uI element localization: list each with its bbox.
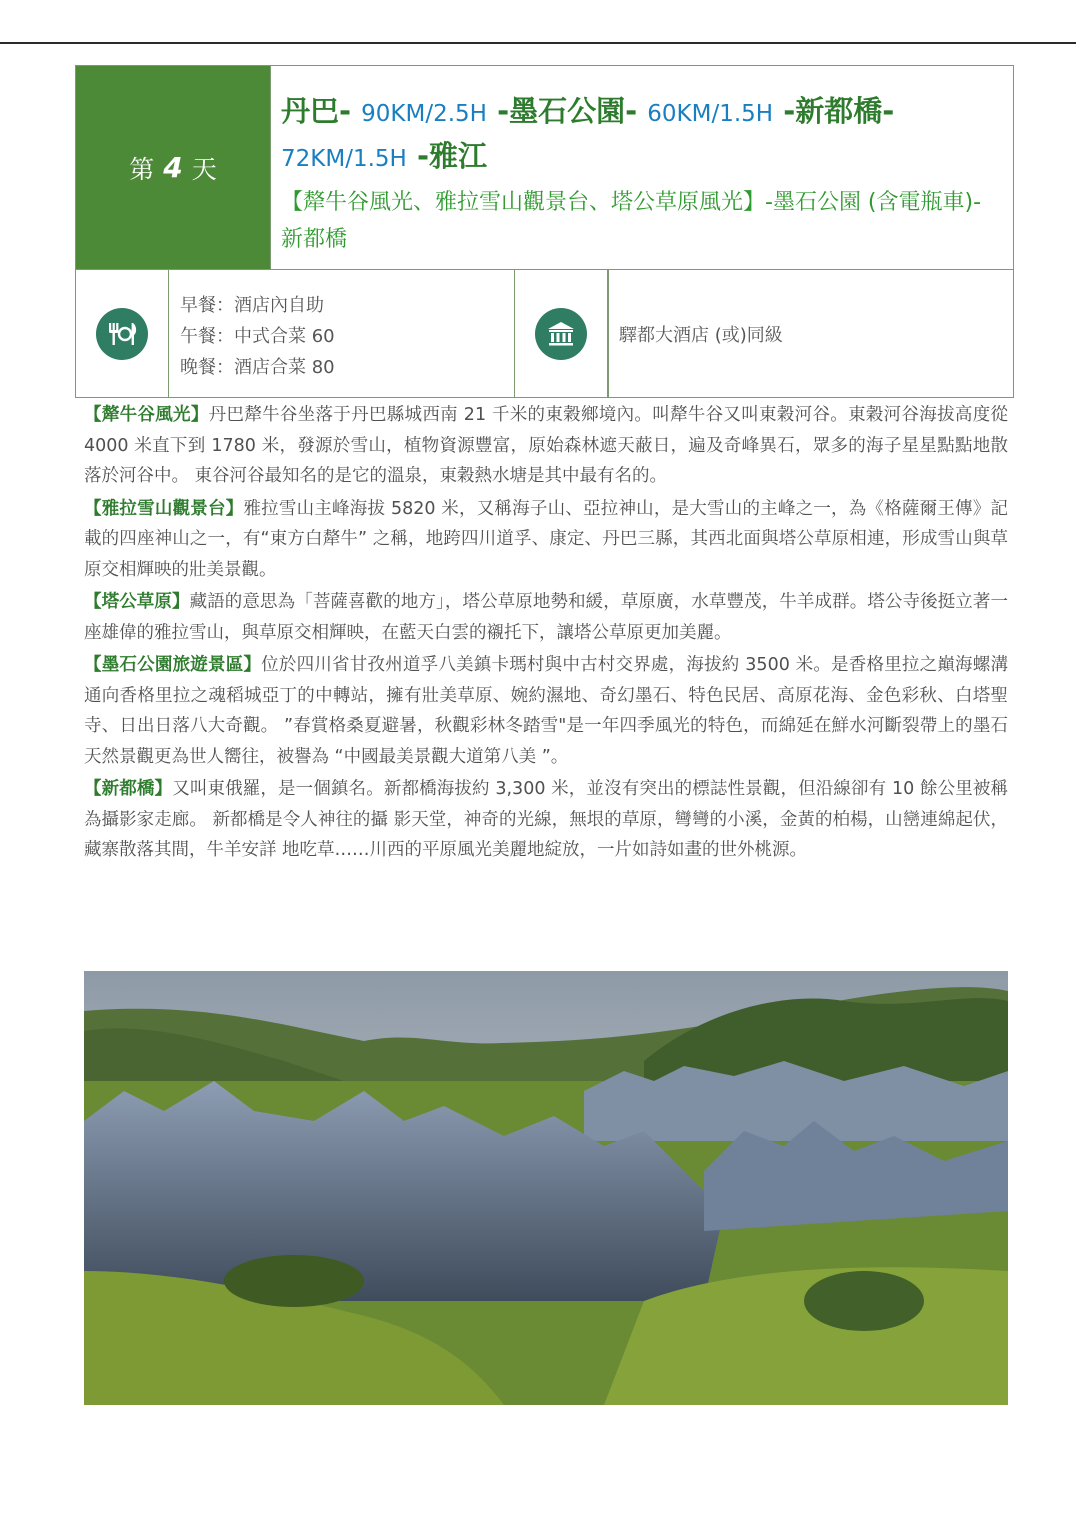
breakfast-text: 早餐：酒店內自助 [180,295,324,316]
route-title [281,90,999,180]
utensils-icon [96,308,148,360]
article-body [84,400,1008,868]
route-cell [270,66,1013,269]
section-title: 【塔公草原】 [84,592,190,612]
day-number: 4 [163,151,183,184]
hotel-text: 驛都大酒店 (或)同級 [608,270,1013,397]
section-title: 【犛牛谷風光】 [84,405,209,425]
meal-icon-cell [76,270,169,397]
section-title: 【墨石公園旅遊景區】 [84,655,262,675]
section-text: 位於四川省甘孜州道孚八美鎮卡瑪村與中古村交界處，海拔約 3500 米。是香格里拉之巔海螺溝通向香格里拉之魂稻城亞丁的中轉站，擁有壯美草原、婉約濕地、奇幻墨石、特色民居、高原花海、金色彩秋、白塔聖寺、日出日落八大奇觀。 ”春賞格桑夏避暑，秋觀彩林冬踏雪"是一年四季風光的特色，而綿延在鮮水河斷裂帶上的墨石天然景觀更為世人嚮往，被譽為 “中國最美景觀大道第八美 ”。 [84,655,1008,767]
landscape-photo [84,971,1008,1405]
meals-list [169,270,515,397]
section-paragraph [84,494,1008,586]
top-divider [0,42,1076,44]
section-title: 【新都橋】 [84,779,173,799]
info-row [75,269,1014,398]
route-place: -墨石公園- [497,94,638,128]
hotel-icon-cell [515,270,608,397]
building-icon [535,308,587,360]
section-text: 雅拉雪山主峰海拔 5820 米，又稱海子山、亞拉神山，是大雪山的主峰之一，為《格薩爾王傳》記載的四座神山之一，有“東方白犛牛” 之稱，地跨四川道孚、康定、丹巴三縣，其西北面與塔公草原相連，形成雪山與草原交相輝映的壯美景觀。 [84,498,1008,580]
route-highlights: 【犛牛谷風光、雅拉雪山觀景台、塔公草原風光】-墨石公園 (含電瓶車)- 新都橋 [281,190,982,252]
section-text: 藏語的意思為「菩薩喜歡的地方」，塔公草原地勢和緩，草原廣，水草豐茂，牛羊成群。塔公寺後挺立著一座雄偉的雅拉雪山，與草原交相輝映，在藍天白雲的襯托下，讓塔公草原更加美麗。 [84,592,1009,643]
route-distance: 72KM/1.5H [281,146,407,172]
section-paragraph [84,650,1008,772]
section-text: 又叫東俄羅，是一個鎮名。新都橋海拔約 3,300 米，並沒有突出的標誌性景觀，但沿線卻有 10 餘公里被稱為攝影家走廊。 新都橋是令人神往的攝 影天堂，神奇的光線，無垠的草原，彎彎的小溪，金黃的柏楊，山巒連綿起伏，藏寨散落其間，牛羊安詳 地吃草……川西的平原風光美麗地綻放，一片如詩如畫的世外桃源。 [84,779,1008,860]
section-paragraph [84,587,1008,648]
dinner-text: 晚餐：酒店合菜 80 [180,357,335,378]
section-paragraph [84,400,1008,492]
route-place: -雅江 [416,139,487,173]
route-place: -新都橋- [783,94,895,128]
day-badge [76,66,270,269]
day-header [75,65,1014,270]
lunch-text: 午餐：中式合菜 60 [180,326,335,347]
route-distance: 60KM/1.5H [647,101,774,127]
route-distance: 90KM/2.5H [361,101,487,127]
day-suffix: 天 [191,154,217,184]
section-title: 【雅拉雪山觀景台】 [84,498,244,519]
stone-forest-illustration [84,971,1008,1405]
day-prefix: 第 [129,154,155,184]
section-text: 丹巴犛牛谷坐落于丹巴縣城西南 21 千米的東穀鄉境內。叫犛牛谷又叫東穀河谷。東穀河谷海拔高度從 4000 米直下到 1780 米，發源於雪山，植物資源豐富，原始森林遮天蔽日，遍及奇峰異石，眾多的海子星星點點地散落於河谷中。 東谷河谷最知名的是它的溫泉，東穀熱水塘是其中最有名的。 [84,405,1009,486]
route-place: 丹巴- [281,94,352,128]
section-paragraph [84,774,1008,866]
